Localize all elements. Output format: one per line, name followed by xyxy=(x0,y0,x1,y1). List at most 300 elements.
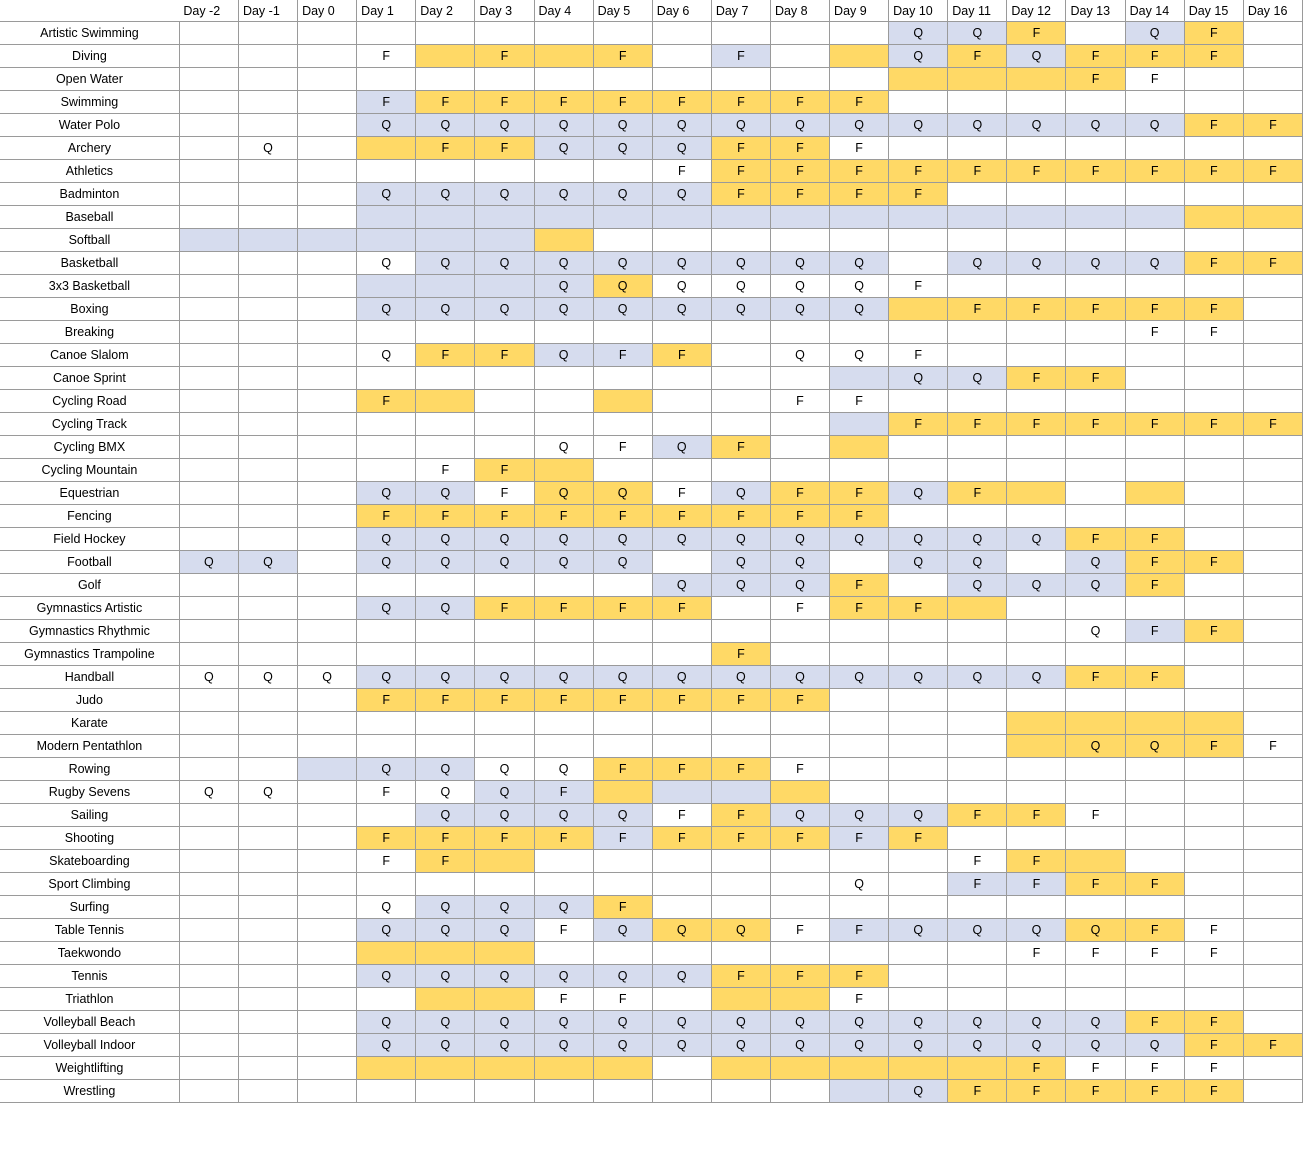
schedule-cell: Q xyxy=(652,183,711,206)
schedule-cell xyxy=(711,1080,770,1103)
column-header-day-4: Day 2 xyxy=(416,0,475,22)
schedule-cell xyxy=(238,827,297,850)
schedule-cell xyxy=(416,45,475,68)
schedule-cell: Q xyxy=(593,275,652,298)
schedule-cell xyxy=(889,459,948,482)
schedule-cell: Q xyxy=(1125,735,1184,758)
schedule-cell xyxy=(770,712,829,735)
schedule-cell xyxy=(948,1057,1007,1080)
schedule-cell xyxy=(298,436,357,459)
schedule-cell: Q xyxy=(416,804,475,827)
schedule-cell: Q xyxy=(889,367,948,390)
schedule-cell xyxy=(179,942,238,965)
schedule-cell: F xyxy=(1243,160,1302,183)
schedule-cell: Q xyxy=(534,114,593,137)
table-row xyxy=(0,1057,1303,1080)
schedule-cell xyxy=(179,344,238,367)
table-row xyxy=(0,436,1303,459)
schedule-cell: F xyxy=(889,275,948,298)
schedule-cell xyxy=(475,1080,534,1103)
schedule-cell: F xyxy=(770,183,829,206)
schedule-cell xyxy=(416,321,475,344)
schedule-cell xyxy=(593,22,652,45)
schedule-cell xyxy=(1007,643,1066,666)
schedule-cell xyxy=(889,689,948,712)
schedule-cell: F xyxy=(948,45,1007,68)
schedule-cell xyxy=(1243,620,1302,643)
table-row xyxy=(0,988,1303,1011)
schedule-cell xyxy=(1007,551,1066,574)
schedule-cell xyxy=(475,988,534,1011)
schedule-cell xyxy=(711,781,770,804)
schedule-cell xyxy=(416,436,475,459)
schedule-cell: F xyxy=(593,45,652,68)
schedule-cell: F xyxy=(770,919,829,942)
schedule-cell xyxy=(889,229,948,252)
schedule-cell: Q xyxy=(534,298,593,321)
schedule-cell: F xyxy=(830,183,889,206)
schedule-cell xyxy=(238,22,297,45)
schedule-cell: Q xyxy=(1007,919,1066,942)
schedule-cell: Q xyxy=(593,137,652,160)
schedule-cell: F xyxy=(475,137,534,160)
schedule-cell: F xyxy=(770,160,829,183)
schedule-cell xyxy=(179,574,238,597)
schedule-cell xyxy=(1243,275,1302,298)
schedule-cell xyxy=(238,528,297,551)
schedule-cell xyxy=(593,367,652,390)
schedule-cell xyxy=(1243,367,1302,390)
schedule-cell: F xyxy=(770,482,829,505)
schedule-cell: Q xyxy=(830,1011,889,1034)
schedule-cell: Q xyxy=(475,551,534,574)
schedule-cell: F xyxy=(357,505,416,528)
schedule-cell xyxy=(948,229,1007,252)
schedule-cell xyxy=(830,68,889,91)
schedule-cell xyxy=(179,758,238,781)
schedule-cell: Q xyxy=(534,344,593,367)
schedule-cell xyxy=(179,1057,238,1080)
schedule-cell xyxy=(830,643,889,666)
schedule-cell xyxy=(1007,689,1066,712)
sport-label: Volleyball Indoor xyxy=(0,1034,179,1057)
schedule-cell: F xyxy=(534,827,593,850)
schedule-cell xyxy=(298,229,357,252)
schedule-cell: Q xyxy=(711,574,770,597)
schedule-cell: F xyxy=(475,827,534,850)
schedule-cell xyxy=(534,390,593,413)
schedule-cell: F xyxy=(1243,1034,1302,1057)
schedule-cell xyxy=(770,781,829,804)
schedule-cell: F xyxy=(593,758,652,781)
schedule-cell xyxy=(1066,22,1125,45)
schedule-cell xyxy=(1007,620,1066,643)
schedule-cell xyxy=(1007,459,1066,482)
schedule-cell: Q xyxy=(652,252,711,275)
sport-label: Softball xyxy=(0,229,179,252)
schedule-cell: Q xyxy=(475,965,534,988)
schedule-cell xyxy=(1125,91,1184,114)
schedule-cell xyxy=(830,758,889,781)
schedule-cell: Q xyxy=(948,114,1007,137)
schedule-cell xyxy=(475,574,534,597)
table-row xyxy=(0,735,1303,758)
schedule-cell: Q xyxy=(238,781,297,804)
table-row xyxy=(0,45,1303,68)
schedule-cell xyxy=(298,321,357,344)
schedule-cell xyxy=(770,459,829,482)
schedule-cell: F xyxy=(1125,574,1184,597)
schedule-cell xyxy=(298,597,357,620)
schedule-cell xyxy=(711,597,770,620)
schedule-cell xyxy=(652,850,711,873)
schedule-cell xyxy=(1184,344,1243,367)
schedule-cell xyxy=(1125,367,1184,390)
schedule-cell: F xyxy=(1066,367,1125,390)
sport-label: Rowing xyxy=(0,758,179,781)
sport-label: Handball xyxy=(0,666,179,689)
schedule-cell: Q xyxy=(238,666,297,689)
table-row xyxy=(0,1080,1303,1103)
table-row xyxy=(0,1011,1303,1034)
schedule-cell xyxy=(652,896,711,919)
table-row xyxy=(0,321,1303,344)
schedule-cell xyxy=(179,206,238,229)
schedule-cell: Q xyxy=(416,1011,475,1034)
schedule-cell: F xyxy=(1125,942,1184,965)
schedule-cell xyxy=(1184,275,1243,298)
schedule-cell: F xyxy=(1066,666,1125,689)
schedule-cell: F xyxy=(1066,413,1125,436)
schedule-cell xyxy=(948,988,1007,1011)
table-row xyxy=(0,712,1303,735)
schedule-cell xyxy=(948,827,1007,850)
schedule-cell: F xyxy=(711,643,770,666)
schedule-cell: F xyxy=(1125,666,1184,689)
schedule-cell: Q xyxy=(711,528,770,551)
schedule-cell xyxy=(593,160,652,183)
schedule-cell xyxy=(298,137,357,160)
schedule-cell: Q xyxy=(1066,620,1125,643)
schedule-cell xyxy=(475,367,534,390)
schedule-cell xyxy=(1066,896,1125,919)
schedule-cell: Q xyxy=(357,528,416,551)
schedule-cell: Q xyxy=(652,114,711,137)
schedule-cell: Q xyxy=(1007,666,1066,689)
schedule-cell xyxy=(1184,850,1243,873)
schedule-cell xyxy=(238,91,297,114)
schedule-cell xyxy=(357,574,416,597)
schedule-cell xyxy=(1243,873,1302,896)
schedule-cell xyxy=(711,988,770,1011)
schedule-cell xyxy=(711,413,770,436)
schedule-cell: Q xyxy=(652,436,711,459)
schedule-cell: F xyxy=(1184,620,1243,643)
table-row xyxy=(0,781,1303,804)
schedule-cell xyxy=(475,160,534,183)
schedule-cell xyxy=(1007,68,1066,91)
schedule-cell xyxy=(770,850,829,873)
schedule-cell: Q xyxy=(416,896,475,919)
schedule-cell xyxy=(238,436,297,459)
schedule-cell: F xyxy=(1125,528,1184,551)
schedule-cell xyxy=(711,735,770,758)
schedule-cell: F xyxy=(1243,114,1302,137)
schedule-cell: Q xyxy=(1007,574,1066,597)
schedule-cell xyxy=(770,942,829,965)
schedule-cell xyxy=(1066,344,1125,367)
schedule-cell xyxy=(889,781,948,804)
schedule-cell xyxy=(298,68,357,91)
schedule-cell: F xyxy=(948,482,1007,505)
schedule-cell xyxy=(179,620,238,643)
schedule-cell xyxy=(298,45,357,68)
schedule-cell: F xyxy=(711,758,770,781)
schedule-cell xyxy=(238,160,297,183)
schedule-cell xyxy=(1184,367,1243,390)
schedule-cell: F xyxy=(1125,873,1184,896)
schedule-cell xyxy=(357,275,416,298)
column-header-day-1: Day -1 xyxy=(238,0,297,22)
sport-label: Golf xyxy=(0,574,179,597)
schedule-cell xyxy=(179,505,238,528)
table-row xyxy=(0,459,1303,482)
schedule-cell xyxy=(179,45,238,68)
schedule-cell xyxy=(1125,275,1184,298)
schedule-cell xyxy=(1066,183,1125,206)
schedule-cell xyxy=(298,344,357,367)
sport-label: Cycling Mountain xyxy=(0,459,179,482)
schedule-cell: Q xyxy=(179,551,238,574)
sport-label: 3x3 Basketball xyxy=(0,275,179,298)
schedule-cell xyxy=(238,114,297,137)
table-row xyxy=(0,873,1303,896)
schedule-cell: Q xyxy=(948,528,1007,551)
schedule-cell: F xyxy=(1125,413,1184,436)
schedule-cell xyxy=(1125,896,1184,919)
table-row xyxy=(0,206,1303,229)
schedule-cell xyxy=(298,160,357,183)
schedule-cell: F xyxy=(1184,1011,1243,1034)
schedule-cell xyxy=(1066,689,1125,712)
schedule-cell xyxy=(593,850,652,873)
schedule-cell: F xyxy=(770,91,829,114)
schedule-cell xyxy=(1125,850,1184,873)
schedule-cell: Q xyxy=(475,804,534,827)
schedule-cell xyxy=(1243,850,1302,873)
schedule-cell: Q xyxy=(534,183,593,206)
schedule-cell: F xyxy=(1007,413,1066,436)
sport-label: Surfing xyxy=(0,896,179,919)
schedule-cell xyxy=(711,206,770,229)
schedule-cell xyxy=(357,712,416,735)
schedule-cell: Q xyxy=(534,551,593,574)
schedule-cell xyxy=(298,735,357,758)
schedule-cell xyxy=(416,22,475,45)
schedule-cell: F xyxy=(1184,551,1243,574)
schedule-cell xyxy=(238,850,297,873)
schedule-cell xyxy=(948,275,1007,298)
schedule-cell xyxy=(1184,436,1243,459)
schedule-cell: F xyxy=(593,91,652,114)
schedule-cell xyxy=(593,229,652,252)
schedule-cell: Q xyxy=(1066,735,1125,758)
schedule-cell xyxy=(1007,390,1066,413)
schedule-cell xyxy=(593,390,652,413)
schedule-cell xyxy=(652,781,711,804)
schedule-cell xyxy=(416,160,475,183)
schedule-cell xyxy=(475,942,534,965)
schedule-cell: F xyxy=(711,505,770,528)
schedule-cell: Q xyxy=(1066,919,1125,942)
schedule-cell: F xyxy=(1184,1057,1243,1080)
schedule-cell: Q xyxy=(770,528,829,551)
schedule-cell xyxy=(652,712,711,735)
schedule-cell xyxy=(948,505,1007,528)
schedule-cell xyxy=(475,321,534,344)
schedule-cell: Q xyxy=(770,298,829,321)
column-header-day-3: Day 1 xyxy=(357,0,416,22)
schedule-cell xyxy=(889,896,948,919)
schedule-cell xyxy=(357,643,416,666)
schedule-cell xyxy=(357,436,416,459)
schedule-cell xyxy=(357,160,416,183)
schedule-cell: F xyxy=(711,160,770,183)
schedule-cell xyxy=(238,965,297,988)
schedule-cell xyxy=(179,459,238,482)
schedule-cell xyxy=(179,68,238,91)
schedule-cell: F xyxy=(416,459,475,482)
sport-label: Open Water xyxy=(0,68,179,91)
schedule-cell: Q xyxy=(475,528,534,551)
schedule-cell xyxy=(179,114,238,137)
schedule-cell xyxy=(1184,206,1243,229)
schedule-cell xyxy=(1243,712,1302,735)
schedule-cell: Q xyxy=(652,965,711,988)
schedule-cell xyxy=(1007,827,1066,850)
schedule-cell: Q xyxy=(889,482,948,505)
schedule-cell xyxy=(1125,712,1184,735)
sport-label: Shooting xyxy=(0,827,179,850)
schedule-cell: F xyxy=(593,344,652,367)
table-row xyxy=(0,298,1303,321)
schedule-cell xyxy=(948,321,1007,344)
sport-label: Swimming xyxy=(0,91,179,114)
schedule-cell xyxy=(179,988,238,1011)
schedule-cell xyxy=(1184,988,1243,1011)
schedule-cell xyxy=(534,620,593,643)
schedule-cell xyxy=(238,367,297,390)
schedule-cell xyxy=(593,873,652,896)
schedule-cell xyxy=(711,896,770,919)
schedule-cell: Q xyxy=(948,252,1007,275)
schedule-cell xyxy=(1066,988,1125,1011)
sport-label: Cycling BMX xyxy=(0,436,179,459)
schedule-cell xyxy=(1007,735,1066,758)
schedule-cell: F xyxy=(889,183,948,206)
schedule-cell xyxy=(948,183,1007,206)
schedule-cell: Q xyxy=(416,482,475,505)
sport-label: Cycling Road xyxy=(0,390,179,413)
sport-label: Gymnastics Trampoline xyxy=(0,643,179,666)
schedule-cell xyxy=(179,160,238,183)
schedule-cell: Q xyxy=(593,183,652,206)
schedule-cell xyxy=(416,390,475,413)
schedule-cell: F xyxy=(534,91,593,114)
schedule-cell: F xyxy=(534,505,593,528)
schedule-cell xyxy=(1125,344,1184,367)
schedule-cell xyxy=(416,988,475,1011)
schedule-cell xyxy=(1184,183,1243,206)
schedule-cell xyxy=(830,206,889,229)
schedule-cell xyxy=(1066,482,1125,505)
schedule-cell xyxy=(179,689,238,712)
schedule-cell xyxy=(711,229,770,252)
sport-label: Tennis xyxy=(0,965,179,988)
schedule-cell: Q xyxy=(830,275,889,298)
table-row xyxy=(0,252,1303,275)
schedule-cell: F xyxy=(652,505,711,528)
schedule-cell: F xyxy=(416,137,475,160)
schedule-cell: Q xyxy=(416,528,475,551)
schedule-cell: F xyxy=(652,482,711,505)
schedule-cell xyxy=(298,804,357,827)
schedule-cell: F xyxy=(475,597,534,620)
schedule-cell xyxy=(1243,321,1302,344)
schedule-cell: Q xyxy=(593,551,652,574)
schedule-cell xyxy=(830,413,889,436)
schedule-cell: Q xyxy=(475,298,534,321)
schedule-cell: F xyxy=(357,390,416,413)
schedule-cell: Q xyxy=(889,1034,948,1057)
schedule-cell xyxy=(416,735,475,758)
schedule-cell xyxy=(238,252,297,275)
schedule-cell xyxy=(179,597,238,620)
schedule-cell xyxy=(1243,574,1302,597)
schedule-cell: Q xyxy=(711,1011,770,1034)
schedule-cell xyxy=(416,275,475,298)
schedule-cell: F xyxy=(1184,160,1243,183)
schedule-cell xyxy=(475,850,534,873)
schedule-cell xyxy=(534,413,593,436)
schedule-cell xyxy=(357,942,416,965)
schedule-cell xyxy=(1066,229,1125,252)
schedule-cell xyxy=(1125,965,1184,988)
schedule-cell xyxy=(298,1034,357,1057)
schedule-cell: F xyxy=(1184,413,1243,436)
schedule-cell xyxy=(948,436,1007,459)
schedule-cell xyxy=(238,919,297,942)
schedule-cell xyxy=(1243,1011,1302,1034)
table-row xyxy=(0,482,1303,505)
schedule-cell: Q xyxy=(416,758,475,781)
schedule-cell: F xyxy=(948,1080,1007,1103)
table-row xyxy=(0,1034,1303,1057)
schedule-cell xyxy=(830,781,889,804)
schedule-cell: Q xyxy=(357,482,416,505)
schedule-cell: Q xyxy=(593,528,652,551)
schedule-cell xyxy=(298,528,357,551)
schedule-cell xyxy=(357,321,416,344)
schedule-cell xyxy=(475,1057,534,1080)
schedule-cell xyxy=(889,321,948,344)
table-row xyxy=(0,643,1303,666)
schedule-cell: F xyxy=(1184,114,1243,137)
schedule-cell xyxy=(711,942,770,965)
schedule-cell xyxy=(652,873,711,896)
schedule-cell xyxy=(1243,1057,1302,1080)
schedule-cell xyxy=(179,229,238,252)
